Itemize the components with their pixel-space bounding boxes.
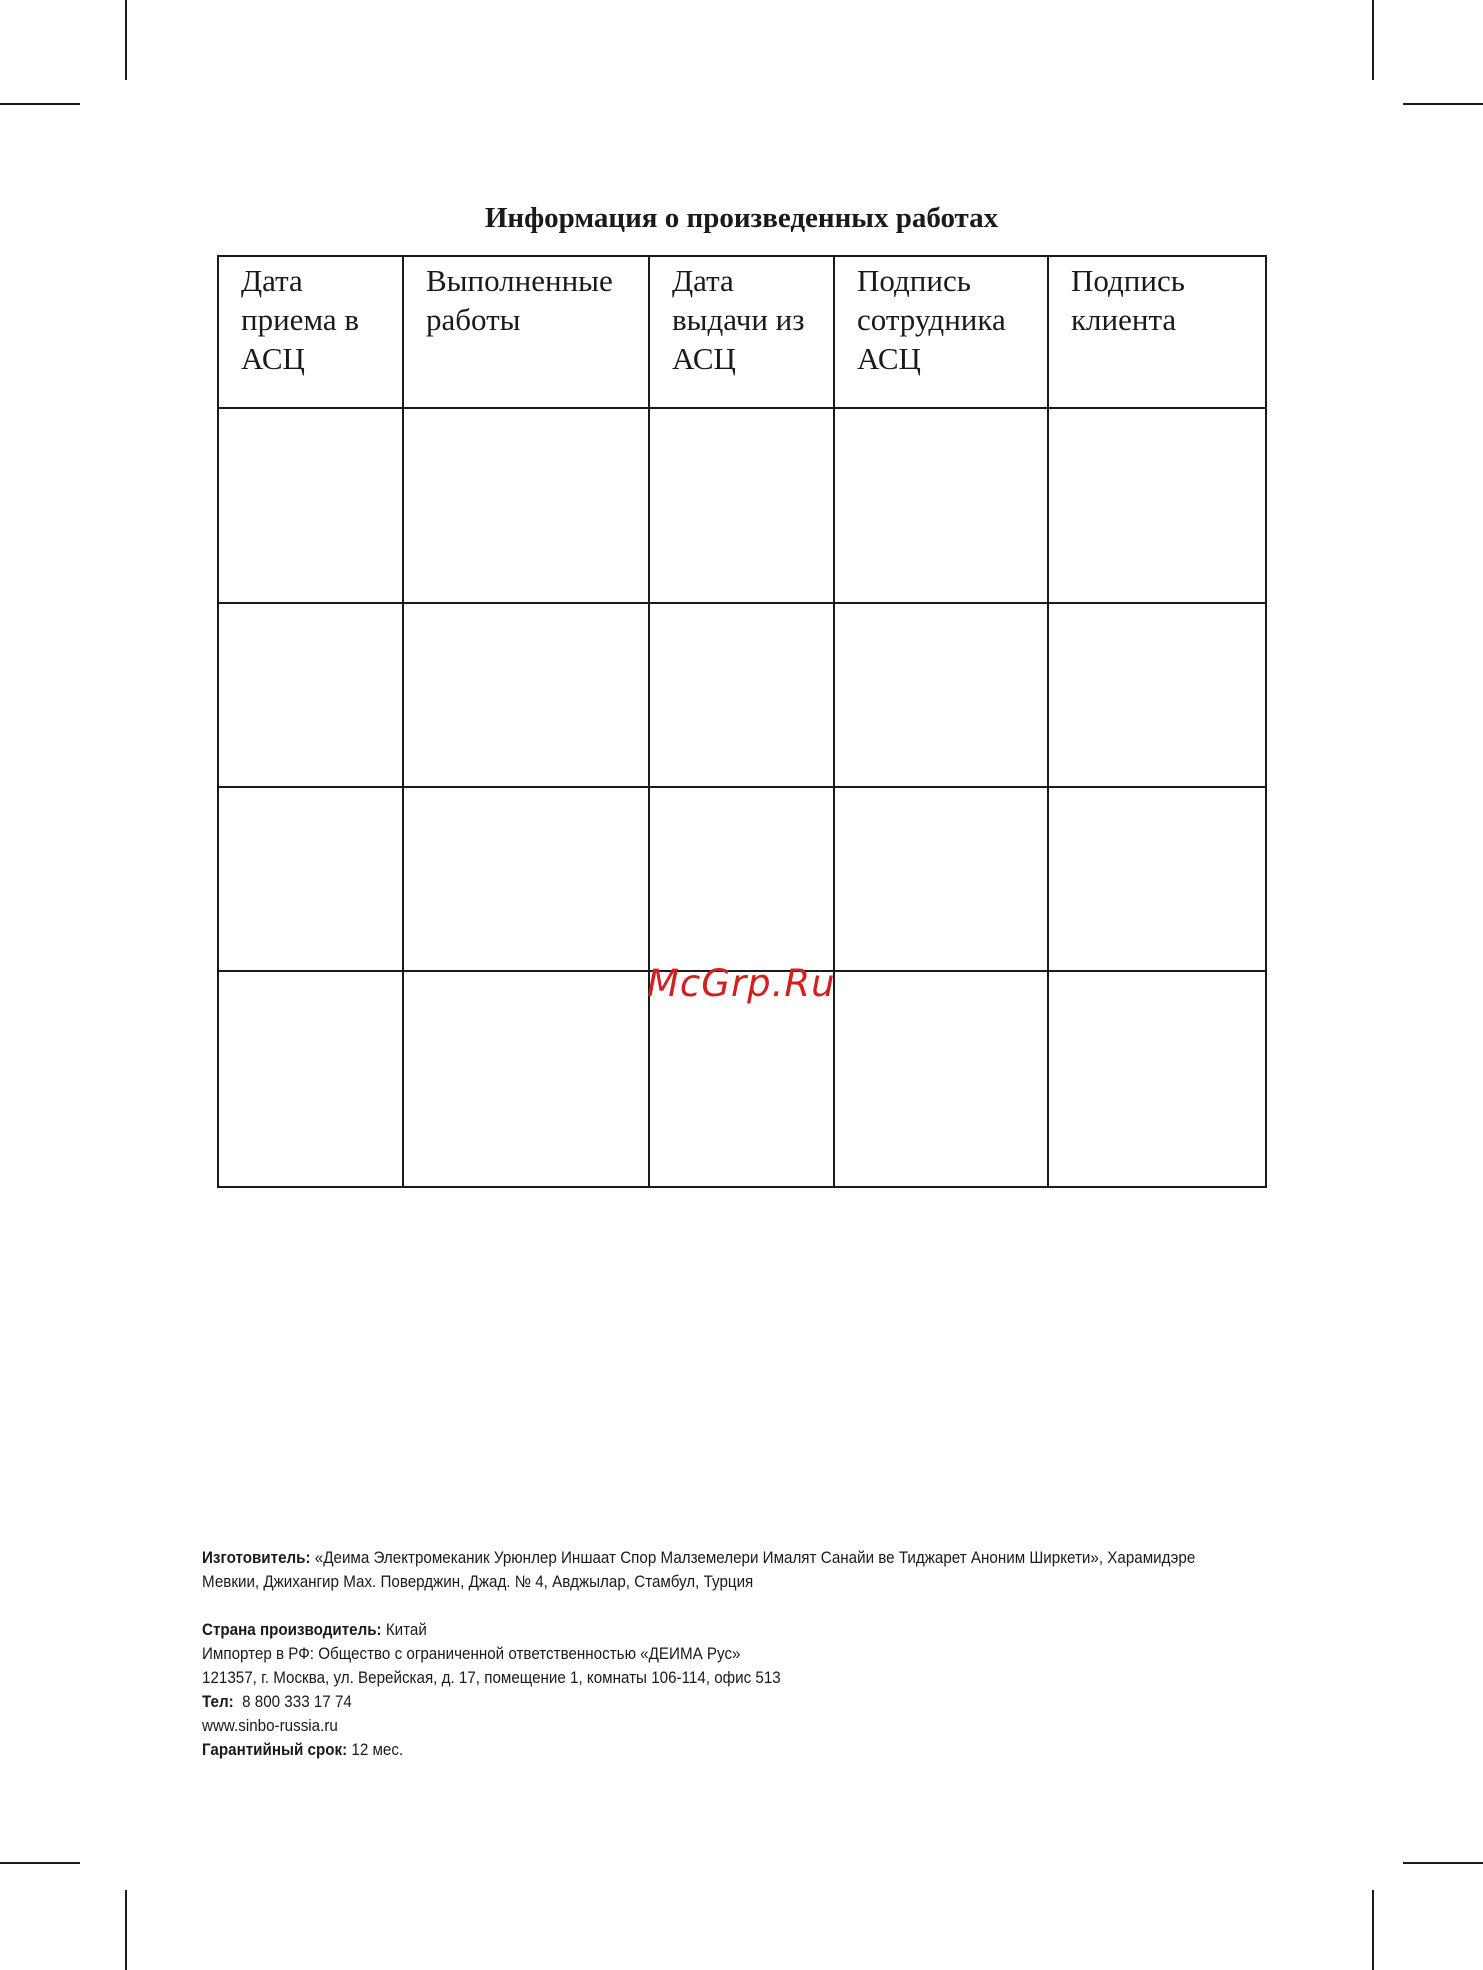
phone-value: 8 800 333 17 74 bbox=[233, 1693, 352, 1711]
table-cell[interactable] bbox=[649, 408, 834, 603]
table-cell[interactable] bbox=[403, 787, 649, 971]
importer-line: Импортер в РФ: Общество с ограниченной ответственностью «ДЕИМА Рус» bbox=[202, 1645, 741, 1663]
table-cell[interactable] bbox=[403, 603, 649, 787]
table-cell[interactable] bbox=[834, 787, 1048, 971]
manufacturer-label: Изготовитель: bbox=[202, 1549, 311, 1567]
table-cell[interactable] bbox=[834, 603, 1048, 787]
table-row bbox=[218, 603, 1266, 787]
crop-mark bbox=[1372, 1890, 1374, 1970]
table-cell[interactable] bbox=[1048, 603, 1266, 787]
phone-label: Тел: bbox=[202, 1693, 234, 1711]
warranty-line bbox=[202, 1738, 1242, 1762]
header-work-performed: Выполненные работы bbox=[403, 256, 649, 408]
header-staff-signature: Подпись сотрудника АСЦ bbox=[834, 256, 1048, 408]
table-cell[interactable] bbox=[834, 408, 1048, 603]
table-cell[interactable] bbox=[403, 408, 649, 603]
table-cell[interactable] bbox=[649, 787, 834, 971]
warranty-value: 12 мес. bbox=[347, 1741, 404, 1759]
table-cell[interactable] bbox=[1048, 787, 1266, 971]
crop-mark bbox=[125, 0, 127, 80]
phone-line bbox=[202, 1690, 1242, 1714]
country-label: Страна производитель: bbox=[202, 1621, 382, 1639]
table-cell[interactable] bbox=[1048, 971, 1266, 1187]
watermark: McGrp.Ru bbox=[647, 962, 836, 1005]
crop-mark bbox=[1403, 1862, 1483, 1864]
table-cell[interactable] bbox=[218, 603, 403, 787]
website-link[interactable]: www.sinbo-russia.ru bbox=[202, 1717, 338, 1735]
table-cell[interactable] bbox=[218, 971, 403, 1187]
works-table bbox=[217, 255, 1267, 1188]
header-date-received: Дата приема в АСЦ bbox=[218, 256, 403, 408]
table-row bbox=[218, 408, 1266, 603]
table-cell[interactable] bbox=[218, 408, 403, 603]
address-line: 121357, г. Москва, ул. Верейская, д. 17, помещение 1, комнаты 106-114, офис 513 bbox=[202, 1669, 781, 1687]
manufacturer-info bbox=[202, 1546, 1242, 1762]
manufacturer-text: «Деима Электромеканик Урюнлер Иншаат Спор Малземелери Ималят Санайи ве Тиджарет Аноним Ширкети», Харамидэре Мевкии, Джихангир Мах. Поверджин, Джад. № 4, Авджылар, Стамбул, Турция bbox=[202, 1549, 1196, 1591]
crop-mark bbox=[0, 1862, 80, 1864]
table-row bbox=[218, 787, 1266, 971]
table-cell[interactable] bbox=[834, 971, 1048, 1187]
table-cell[interactable] bbox=[1048, 408, 1266, 603]
table-header-row bbox=[218, 256, 1266, 408]
header-date-issued: Дата выдачи из АСЦ bbox=[649, 256, 834, 408]
warranty-label: Гарантийный срок: bbox=[202, 1741, 348, 1759]
country-value: Китай bbox=[381, 1621, 427, 1639]
table-cell[interactable] bbox=[649, 603, 834, 787]
table-cell[interactable] bbox=[403, 971, 649, 1187]
page-title: Информация о произведенных работах bbox=[484, 202, 999, 234]
crop-mark bbox=[1372, 0, 1374, 80]
manufacturer-line bbox=[202, 1546, 1242, 1594]
country-line bbox=[202, 1618, 1242, 1642]
header-client-signature: Подпись клиента bbox=[1048, 256, 1266, 408]
crop-mark bbox=[125, 1890, 127, 1970]
table-cell[interactable] bbox=[218, 787, 403, 971]
crop-mark bbox=[1403, 103, 1483, 105]
crop-mark bbox=[0, 103, 80, 105]
